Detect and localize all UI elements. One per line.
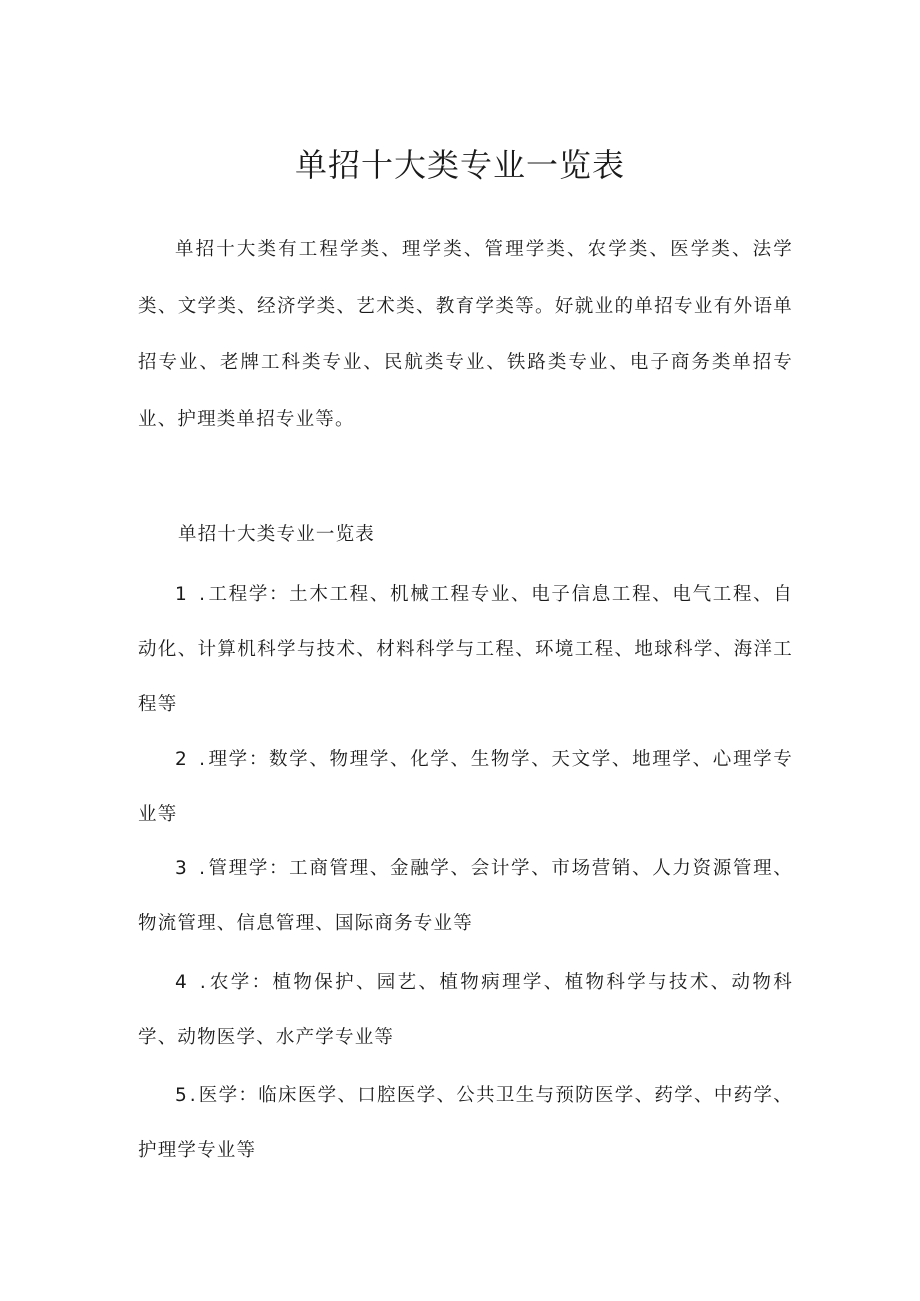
item-number: 3 . (175, 858, 209, 879)
item-text: 医学：临床医学、口腔医学、公共卫生与预防医学、药学、中药学、护理学专业等 (138, 1085, 793, 1161)
document-title: 单招十大类专业一览表 (294, 146, 625, 184)
list-item (138, 955, 793, 1065)
list-item (138, 841, 793, 951)
list-item (138, 567, 793, 732)
item-text: 管理学：工商管理、金融学、会计学、市场营销、人力资源管理、物流管理、信息管理、国际商务专业等 (138, 858, 793, 934)
section-heading: 单招十大类专业一览表 (178, 524, 376, 545)
list-item (138, 732, 793, 842)
item-text: 农学：植物保护、园艺、植物病理学、植物科学与技术、动物科学、动物医学、水产学专业等 (138, 972, 793, 1048)
item-text: 理学：数学、物理学、化学、生物学、天文学、地理学、心理学专业等 (138, 749, 793, 825)
item-number: 4 . (175, 972, 209, 993)
item-text: 工程学：土木工程、机械工程专业、电子信息工程、电气工程、自动化、计算机科学与技术、材料科学与工程、环境工程、地球科学、海洋工程等 (138, 584, 793, 715)
list-item (138, 1068, 793, 1178)
item-number: 5. (175, 1085, 199, 1106)
item-number: 1 . (175, 584, 209, 605)
item-number: 2 . (175, 749, 209, 770)
intro-paragraph: 单招十大类有工程学类、理学类、管理学类、农学类、医学类、法学类、文学类、经济学类、艺术类、教育学类等。好就业的单招专业有外语单招专业、老牌工科类专业、民航类专业、铁路类专业、电子商务类单招专业、护理类单招专业等。 (138, 239, 793, 430)
